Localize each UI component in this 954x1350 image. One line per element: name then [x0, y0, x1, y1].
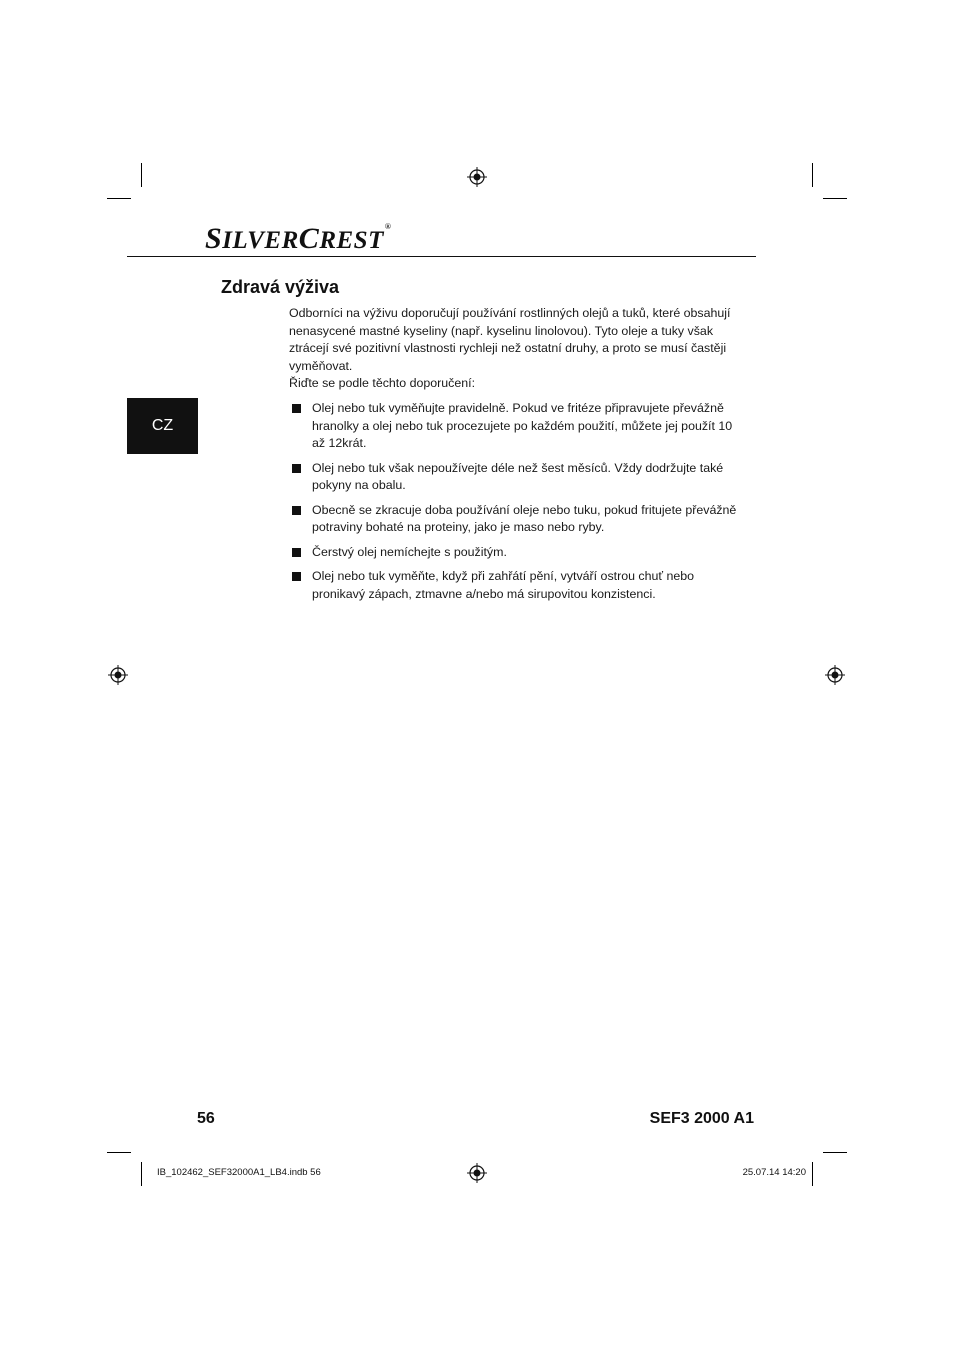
crop-mark	[107, 1152, 131, 1153]
crop-mark	[141, 1162, 142, 1186]
print-slug-file: IB_102462_SEF32000A1_LB4.indb 56	[157, 1167, 321, 1178]
square-bullet-icon	[292, 548, 301, 557]
language-tab-label: CZ	[151, 417, 174, 434]
brand-logo: SILVERCREST®	[205, 222, 392, 255]
list-item: Obecně se zkracuje doba používání oleje nebo tuku, pokud fritujete převážně potraviny bohaté na proteiny, jako je maso nebo ryby.	[289, 502, 737, 537]
list-item: Olej nebo tuk vyměňte, když při zahřátí pění, vytváří ostrou chuť nebo pronikavý zápach, ztmavne a/nebo má sirupovitou konzistenci.	[289, 568, 737, 603]
crop-mark	[107, 198, 131, 199]
recommendation-list	[289, 400, 737, 610]
print-slug-datetime: 25.07.14 14:20	[742, 1167, 806, 1178]
square-bullet-icon	[292, 464, 301, 473]
crop-mark	[812, 163, 813, 187]
crop-mark	[141, 163, 142, 187]
language-tab	[127, 398, 198, 454]
registration-mark-icon	[467, 167, 487, 187]
registration-mark-icon	[108, 665, 128, 685]
section-title: Zdravá výživa	[221, 277, 340, 297]
intro-paragraph: Odborníci na výživu doporučují používání rostlinných olejů a tuků, které obsahují nenasycené mastné kyseliny (např. kyselinu linolovou). Tyto oleje a tuky však ztrácejí své pozitivní vlastnosti rychleji než ostatní druhy, a proto se musí častěji vyměňovat.	[289, 306, 731, 373]
square-bullet-icon	[292, 506, 301, 515]
crop-mark	[823, 198, 847, 199]
square-bullet-icon	[292, 404, 301, 413]
model-number: SEF3 2000 A1	[649, 1110, 754, 1127]
page-number: 56	[197, 1110, 215, 1127]
registration-mark-icon	[825, 665, 845, 685]
list-item: Čerstvý olej nemíchejte s použitým.	[289, 544, 737, 562]
intro-text	[289, 305, 737, 393]
crop-mark	[823, 1152, 847, 1153]
crop-mark	[812, 1162, 813, 1186]
square-bullet-icon	[292, 572, 301, 581]
registration-mark-icon	[467, 1163, 487, 1183]
header-divider	[127, 256, 756, 257]
list-item: Olej nebo tuk však nepoužívejte déle než šest měsíců. Vždy dodržujte také pokyny na obalu.	[289, 460, 737, 495]
intro-lead: Řiďte se podle těchto doporučení:	[289, 376, 476, 390]
list-item: Olej nebo tuk vyměňujte pravidelně. Pokud ve fritéze připravujete převážně hranolky a olej nebo tuk procezujete po každém použití, můžete jej použít 10 až 12krát.	[289, 400, 737, 453]
